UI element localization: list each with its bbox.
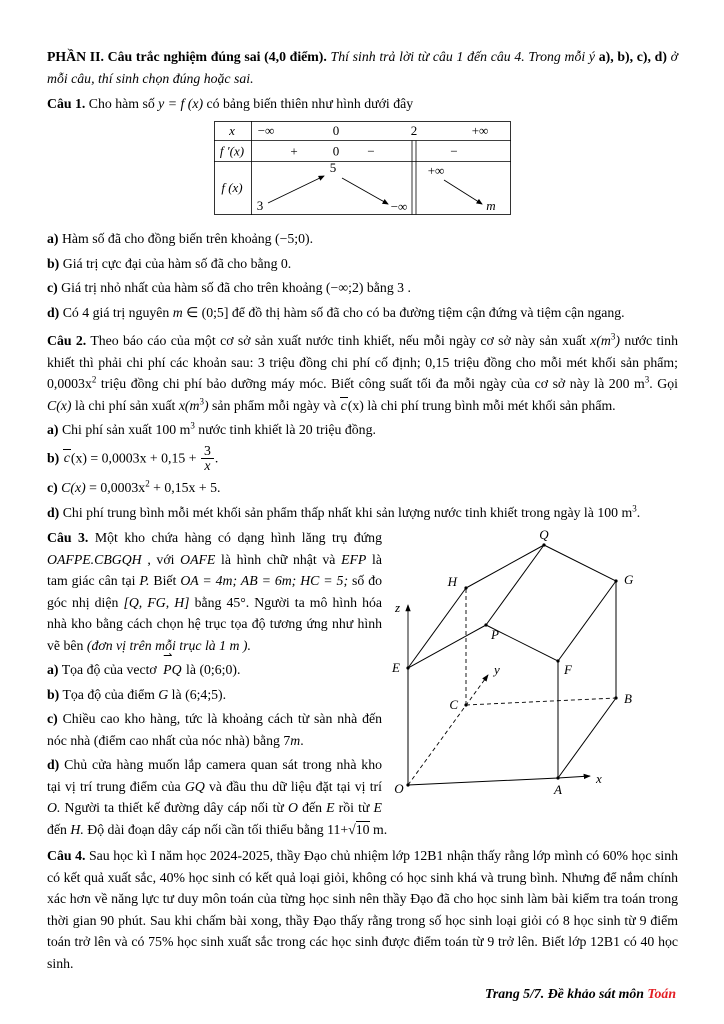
q3-item-d-e2: E <box>373 800 382 816</box>
vertex-label-q: Q <box>539 527 549 543</box>
q3-item-b-label: b) <box>47 686 60 702</box>
q3-item-d-text-8: m. <box>369 821 388 837</box>
q3-dihedral: [Q, FG, H] <box>123 594 190 610</box>
q4-paragraph <box>47 845 678 974</box>
axis-label-z: z <box>394 600 400 616</box>
tbl-x-zero: 0 <box>332 122 340 138</box>
sqrt-radicand: 10 <box>355 821 370 837</box>
q1-item-c-label: c) <box>47 280 58 295</box>
vertex-label-o: O <box>394 781 404 797</box>
q2-math-capacity-base: 200 m <box>608 376 645 391</box>
q1-item-d-text-2: để đồ thị hàm số đã cho có ba đường tiệm cận đứng và tiệm cận ngang. <box>228 304 625 320</box>
q2-item-c-formula-2: + 0,15x + 5 <box>149 480 218 496</box>
q3-item-d-text-6: đến <box>47 821 71 837</box>
tbl-x-pos-inf: +∞ <box>471 122 489 138</box>
q2-math-cx: C(x) <box>47 397 72 413</box>
q1-label: Câu 1. <box>47 96 86 111</box>
x-axis <box>558 776 590 778</box>
q3-rect-name: OAFE <box>180 551 216 567</box>
q3-item-a-text-1: Tọa độ của vectơ <box>58 662 161 678</box>
q2-text-6: sản phẩm mỗi ngày và <box>208 397 340 413</box>
q2-item-c <box>47 477 678 499</box>
tbl-row-x-label: x <box>229 122 235 138</box>
q2-item-b-formula: (x) = 0,0003x + 0,15 + <box>70 450 200 466</box>
sqrt-expression <box>348 821 369 837</box>
q2-item-d-label: d) <box>47 504 60 520</box>
tbl-f-pos-inf: +∞ <box>427 162 445 178</box>
fraction-denominator: x <box>201 458 214 474</box>
q2-item-b <box>47 444 678 475</box>
tbl-row-f-label: f (x) <box>221 179 243 195</box>
q2-math-xm3b-sup: 3 <box>199 395 204 406</box>
q3-item-b-text-1: Tọa độ của điểm <box>59 686 159 702</box>
q2-item-b-label: b) <box>47 450 60 466</box>
vertex-dots <box>406 544 617 787</box>
q1-item-d-text-1: Có 4 giá trị nguyên <box>59 304 173 320</box>
q2-label: Câu 2. <box>47 333 87 348</box>
q3-item-d-text-3: Người ta thiết kế đường dây cáp nối từ <box>60 800 288 816</box>
q3-item-a-label: a) <box>47 662 59 678</box>
q3-item-d-text-7: Độ dài đoạn dây cáp nối cần tối thiểu bằng 11+ <box>83 821 349 837</box>
q2-item-b-cbar: c <box>63 450 70 466</box>
sqrt-sign: √ <box>348 821 356 837</box>
part2-instructions <box>47 46 678 89</box>
q2-item-d-text-1: Chi phí trung bình mỗi mét khối sản phẩm thấp nhất khi sản lượng nước tinh khiết trong ngày là <box>59 504 598 520</box>
q3-item-d-o1: O. <box>47 800 61 816</box>
q2-math-xm3-base: x(m <box>590 333 611 348</box>
q4-text: Sau học kì I năm học 2024-2025, thầy Đạo chủ nhiệm lớp 12B1 nhận thấy rằng lớp mình có 60% học sinh có kết quả xuất sắc, 40% học sinh có kết quả loại giỏi, không có học sinh khá và trung bình. Nhưng để nắm chính xác hơn về năng lực tư duy môn toán của từng học sinh nên thầy Đạo đã cho học sinh làm bài kiểm tra toán trong thời gian 90 phút. Sau khi chấm bài xong, thầy Đạo thấy rằng trong số học sinh loại giỏi có 8 học sinh từ 9 điểm toán trở lên và có 75% học sinh xuất sắc trong các học sinh được điểm toán từ 9 trở lên. Biết lớp 12B1 có 40 học sinh. <box>47 848 678 971</box>
q2-item-a-m3-sup: 3 <box>190 420 195 431</box>
tbl-x-two: 2 <box>410 122 418 138</box>
q2-item-d <box>47 502 678 524</box>
tbl-f-limit-left: 3 <box>256 197 264 213</box>
q2-item-a-text-2: nước tinh khiết là 20 triệu đồng. <box>194 422 376 437</box>
q3-item-b-text-2: là <box>168 686 186 702</box>
q3-item-c-unit: m <box>290 732 301 748</box>
q1-item-d-var: m <box>172 304 183 320</box>
q1-item-a-text: Hàm số đã cho đồng biến trên khoảng (−5;0). <box>58 231 314 246</box>
axis-label-x: x <box>596 771 602 787</box>
q3-item-d-text-1: Chủ cửa hàng muốn lắp camera quan sát trong nhà kho tại vị trí trung điểm của <box>47 757 382 794</box>
q3-item-c-text: Chiều cao kho hàng, tức là khoảng cách từ sàn nhà đến nóc nhà (điểm cao nhất của nóc nhà) bằng 7 <box>47 711 382 748</box>
q3-label: Câu 3. <box>47 530 89 546</box>
prism-hidden-edges <box>408 588 616 785</box>
q3-item-d-text-2: và đầu thu dữ liệu đặt tại vị trí <box>204 778 382 794</box>
vertex-label-p: P <box>491 627 499 643</box>
q2-math-xm3-sup: 3 <box>610 331 616 342</box>
tbl-sign-zero: 0 <box>332 143 340 158</box>
q2-text-1: Theo báo cáo của một cơ sở sản xuất nước tinh khiết, nếu mỗi ngày cơ sở này sản xuất <box>86 333 591 348</box>
q1-function-expr: y = f (x) <box>158 96 204 111</box>
q2-math-xm3-close: ) <box>615 333 621 348</box>
q3-item-d-e1: E <box>326 800 335 816</box>
q2-text-3: triệu đồng chi phí bảo dưỡng máy móc. Biết công suất tối đa mỗi ngày của cơ sở này là <box>96 376 609 391</box>
q2-item-c-formula-1: = 0,0003x <box>85 480 146 496</box>
q3-triangle-name: EFP <box>341 551 367 567</box>
q2-paragraph <box>47 330 678 416</box>
q2-text-4: . Gọi <box>649 376 678 391</box>
tbl-f-neg-inf: −∞ <box>390 198 408 214</box>
q1-item-b-label: b) <box>47 255 60 271</box>
q2-text-5: là chi phí sản xuất <box>71 397 179 413</box>
q3-item-d-label: d) <box>47 757 60 773</box>
q3-text-1: Một kho chứa hàng có dạng hình lăng trụ đứng <box>88 530 382 546</box>
q2-item-a <box>47 419 678 441</box>
q3-unit-note: (đơn vị trên mỗi trục là 1 m ). <box>86 637 251 653</box>
page-footer <box>485 983 676 1005</box>
vertex-label-b: B <box>624 691 632 707</box>
q3-item-c-label: c) <box>47 711 58 727</box>
q2-math-capacity-sup: 3 <box>644 374 650 385</box>
q2-item-a-text-1: Chi phí sản xuất <box>58 422 156 437</box>
q2-math-xm3b-close: ) <box>204 397 209 413</box>
axis-label-y: y <box>494 662 500 678</box>
q2-item-c-period: . <box>217 480 221 496</box>
part2-note-1: Thí sinh trả lời từ câu 1 đến câu 4. Trong mỗi ý <box>326 49 599 64</box>
q2-item-b-period: . <box>214 450 219 466</box>
tbl-sign-minus-2: − <box>450 143 458 158</box>
vertex-label-c: C <box>449 697 458 713</box>
vertex-label-g: G <box>624 572 634 588</box>
vertex-labels <box>391 527 634 797</box>
q4-label: Câu 4. <box>47 848 86 864</box>
q2-math-maint-sup: 2 <box>91 374 97 385</box>
q1-intro-text-1: Cho hàm số <box>85 96 159 111</box>
part2-title: PHẦN II. Câu trắc nghiệm đúng sai (4,0 điểm). <box>47 49 327 64</box>
q3-item-d-text-4: đến <box>297 800 327 816</box>
q1-item-b <box>47 253 678 275</box>
q3-item-a-period: . <box>237 662 241 678</box>
q3-text-3: là hình chữ nhật và <box>215 551 342 567</box>
q1-item-b-text: Giá trị cực đại của hàm số đã cho bằng 0. <box>59 255 292 271</box>
variation-table <box>47 121 678 222</box>
q1-item-c-text: Giá trị nhỏ nhất của hàm số đã cho trên khoảng (−∞;2) bằng 3 . <box>57 280 411 295</box>
q3-item-a-text-2: là <box>182 662 200 678</box>
q3-text-7: bằng 45°. Người ta mô hình hóa nhà kho bằng cách chọn hệ trục tọa độ tương ứng như hình vẽ bên <box>47 594 382 653</box>
q2-item-a-m3-base: 100 m <box>155 422 191 437</box>
warehouse-figure <box>390 527 678 804</box>
tbl-x-neg-inf: −∞ <box>257 122 275 138</box>
q3-item-d-gq: GQ <box>184 778 205 794</box>
q3-text-5: Biết <box>149 573 181 589</box>
q2-item-b-fraction <box>200 444 215 475</box>
q1-intro-text-2: có bảng biến thiên như hình dưới đây <box>203 96 414 111</box>
tbl-sign-plus: + <box>290 143 298 158</box>
q3-item-b-coords: (6;4;5). <box>185 686 227 702</box>
q1-item-d-set: ∈ (0;5] <box>182 304 229 320</box>
vertex-label-e: E <box>392 660 400 676</box>
vertex-label-f: F <box>564 662 572 678</box>
q3-dimensions: OA = 4m; AB = 6m; HC = 5; <box>180 573 349 589</box>
q2-text-2: nước tinh khiết thì phải chi phí các khoản sau: 3 triệu đồng chi phí cố định; 0,15 triệu đồng cho mỗi mét khối sản phẩm; <box>47 333 678 370</box>
q1-item-a-label: a) <box>47 231 59 246</box>
part2-note-2: ở mỗi câu, thí sinh chọn đúng hoặc sai. <box>47 49 678 86</box>
prism-solid-edges <box>408 545 616 785</box>
vector-arrow: ⇀ <box>163 650 173 663</box>
q3-text-2: , với <box>141 551 181 567</box>
q3-item-c-period: . <box>300 732 304 748</box>
q1-item-d-label: d) <box>47 304 60 320</box>
q3-prism-name: OAFPE.CBGQH <box>47 551 142 567</box>
q3-item-d-h: H. <box>70 821 84 837</box>
vertex-label-a: A <box>554 782 562 798</box>
q2-item-a-label: a) <box>47 422 59 437</box>
fraction-numerator: 3 <box>203 442 211 458</box>
tbl-row-fprime-label: f ′(x) <box>219 143 245 158</box>
variation-arrows <box>268 176 482 204</box>
q3-item-a-coords: (0;6;0) <box>199 662 237 678</box>
q1-item-d <box>47 302 678 324</box>
q2-item-c-cx: C(x) <box>61 480 86 496</box>
q3-text-4: là tam giác cân tại <box>47 551 382 589</box>
prism-figure-svg <box>390 527 678 797</box>
q2-item-d-m3-base: 100 m <box>597 504 633 520</box>
q2-item-d-m3-sup: 3 <box>632 503 637 514</box>
tbl-sign-minus-1: − <box>367 143 375 158</box>
vector-pq <box>162 650 182 681</box>
tbl-f-max: 5 <box>329 159 337 175</box>
q2-item-d-text-2: . <box>636 504 641 520</box>
q3-block <box>47 527 678 840</box>
q2-math-cbar: c <box>340 397 347 413</box>
q2-math-cbar-args: (x) <box>347 397 364 413</box>
q3-item-d-text-5: rồi từ <box>334 800 374 816</box>
q2-item-c-sup: 2 <box>145 478 150 489</box>
q3-text-6: số đo góc nhị diện <box>47 573 382 610</box>
q1-heading <box>47 93 678 115</box>
q2-text-7: là chi phí trung bình mỗi mét khối sản phẩm. <box>363 397 616 413</box>
q3-item-d-o2: O <box>288 800 298 816</box>
q3-apex-name: P. <box>139 573 150 589</box>
q3-item-b-point: G <box>158 686 169 702</box>
variation-table-svg <box>214 121 511 215</box>
footer-text: Trang 5/7. Đề khảo sát môn <box>484 985 648 1001</box>
footer-subject: Toán <box>647 985 676 1001</box>
q1-item-a <box>47 228 678 250</box>
tbl-f-limit-right: m <box>486 197 496 213</box>
part2-option-labels: a), b), c), d) <box>598 49 667 64</box>
q2-item-c-label: c) <box>47 480 58 496</box>
vertex-label-h: H <box>447 574 457 590</box>
q2-math-xm3b-base: x(m <box>178 397 200 413</box>
q2-math-maint-base: 0,0003x <box>47 376 92 391</box>
vector-pq-letters: PQ <box>163 662 182 678</box>
q1-item-c <box>47 277 678 299</box>
